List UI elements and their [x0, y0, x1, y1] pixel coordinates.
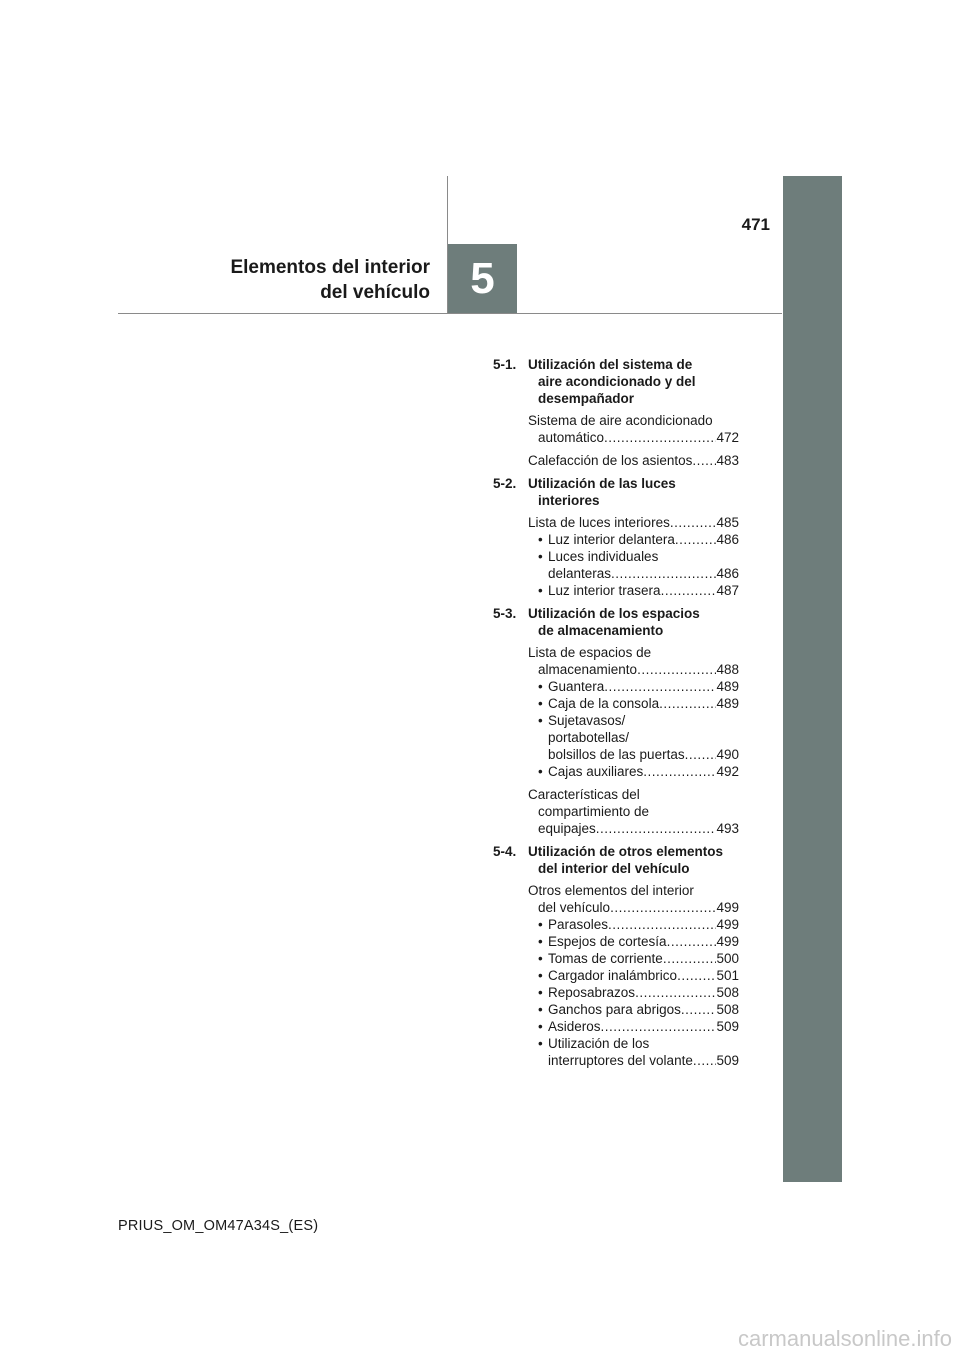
toc-subentry[interactable] [528, 984, 739, 1001]
watermark: carmanualsonline.info [737, 1326, 952, 1351]
toc-section [493, 605, 739, 837]
dot-leader [675, 531, 717, 548]
dot-leader [604, 429, 716, 446]
toc-entry[interactable] [528, 786, 739, 837]
toc-entry-text: Lista de luces interiores [528, 515, 670, 530]
page-reference[interactable]: 483 [716, 453, 739, 468]
toc-entry[interactable] [528, 644, 739, 780]
bullet-icon: • [538, 1002, 543, 1017]
toc-entry-line [528, 514, 739, 531]
bullet-icon: • [538, 713, 543, 728]
page-reference[interactable]: 490 [716, 747, 739, 762]
chapter-title-line-2: del vehículo [320, 282, 430, 303]
toc-entry[interactable] [528, 514, 739, 599]
dot-leader [611, 565, 716, 582]
page-reference[interactable]: 508 [716, 985, 739, 1000]
dot-leader [643, 763, 716, 780]
toc-entry-line [528, 452, 739, 469]
page-reference[interactable]: 499 [716, 900, 739, 915]
toc-entry-text: Calefacción de los asientos [528, 453, 693, 468]
dot-leader [692, 452, 716, 469]
toc-entry[interactable] [528, 882, 739, 1069]
toc-section [493, 356, 739, 469]
section-title [528, 356, 696, 407]
toc-subentry-text: Ganchos para abrigos [548, 1002, 681, 1017]
chapter-title-line-1: Elementos del interior [230, 257, 430, 278]
toc-entry-line [528, 899, 739, 916]
bullet-icon: • [538, 1036, 543, 1051]
header-horizontal-rule [118, 313, 782, 314]
section-number: 5-1. [493, 357, 517, 372]
toc-entry-line [528, 429, 739, 446]
toc-subentry-text: Luces individuales [548, 549, 659, 564]
toc-entry-line [528, 412, 739, 429]
toc-subentry[interactable] [528, 933, 739, 950]
toc-entry-text: Características del [528, 787, 640, 802]
toc-subentry-text: bolsillos de las puertas [548, 747, 685, 762]
bullet-icon: • [538, 968, 543, 983]
section-title-line: Utilización de otros elementos [528, 844, 724, 859]
section-title [528, 605, 700, 639]
chapter-number-box: 5 [448, 244, 517, 313]
toc-subentry-text: delanteras [548, 566, 612, 581]
toc-subentry[interactable] [528, 678, 739, 695]
page-reference[interactable]: 501 [716, 968, 739, 983]
toc-subentry[interactable] [528, 531, 739, 548]
table-of-contents [493, 356, 739, 1075]
toc-subentry[interactable] [528, 582, 739, 599]
bullet-icon: • [538, 696, 543, 711]
page-reference[interactable]: 492 [716, 764, 739, 779]
page-reference[interactable]: 499 [716, 934, 739, 949]
toc-subentry-text: interruptores del volante [548, 1053, 693, 1068]
page-reference[interactable]: 489 [716, 696, 739, 711]
page-reference[interactable]: 472 [716, 430, 739, 445]
dot-leader [685, 746, 717, 763]
dot-leader [659, 695, 716, 712]
toc-section [493, 475, 739, 599]
bullet-icon: • [538, 679, 543, 694]
toc-subentry[interactable] [528, 712, 739, 729]
dot-leader [596, 820, 717, 837]
page-reference[interactable]: 509 [716, 1053, 739, 1068]
document-code-footer: PRIUS_OM_OM47A34S_(ES) [118, 1218, 319, 1234]
page-reference[interactable]: 508 [716, 1002, 739, 1017]
toc-subentry[interactable] [528, 746, 739, 763]
section-heading [493, 605, 739, 639]
dot-leader [677, 967, 716, 984]
dot-leader [635, 984, 716, 1001]
page-reference[interactable]: 486 [716, 532, 739, 547]
toc-subentry-text: Asideros [548, 1019, 601, 1034]
dot-leader [608, 916, 716, 933]
toc-subentry[interactable] [528, 967, 739, 984]
bullet-icon: • [538, 1019, 543, 1034]
bullet-icon: • [538, 764, 543, 779]
toc-entry[interactable] [528, 452, 739, 469]
toc-entry-line [528, 820, 739, 837]
section-number: 5-2. [493, 476, 517, 491]
toc-subentry[interactable] [528, 916, 739, 933]
bullet-icon: • [538, 917, 543, 932]
page-reference[interactable]: 485 [716, 515, 739, 530]
toc-subentry-text: Espejos de cortesía [548, 934, 667, 949]
bullet-icon: • [538, 583, 543, 598]
toc-entry-text: Otros elementos del interior [528, 883, 694, 898]
page-reference[interactable]: 499 [716, 917, 739, 932]
toc-entry-text: equipajes [538, 821, 596, 836]
toc-subentry[interactable] [528, 729, 739, 746]
toc-subentry-text: Caja de la consola [548, 696, 660, 711]
section-title-line: Utilización de los espacios [528, 606, 700, 621]
toc-subentry-text: portabotellas/ [548, 730, 630, 745]
dot-leader [681, 1001, 717, 1018]
toc-entry-line [528, 786, 739, 803]
toc-section [493, 843, 739, 1069]
toc-subentry-text: Cajas auxiliares [548, 764, 644, 779]
chapter-side-tab [783, 176, 842, 1182]
toc-subentry[interactable] [528, 763, 739, 780]
toc-subentry[interactable] [528, 1052, 739, 1069]
page-number: 471 [741, 215, 770, 234]
toc-entry-text: compartimiento de [538, 804, 650, 819]
chapter-title [230, 255, 430, 305]
dot-leader [604, 678, 716, 695]
toc-entry-text: almacenamiento [538, 662, 638, 677]
toc-subentry[interactable] [528, 1001, 739, 1018]
toc-subentry-text: Luz interior trasera [548, 583, 661, 598]
bullet-icon: • [538, 985, 543, 1000]
section-number: 5-3. [493, 606, 517, 621]
section-heading [493, 356, 739, 407]
toc-entry-text: Sistema de aire acondicionado [528, 413, 713, 428]
section-title-line: del interior del vehículo [538, 861, 690, 876]
bullet-icon: • [538, 934, 543, 949]
section-title-line: aire acondicionado y del [538, 374, 696, 389]
section-title-line: de almacenamiento [538, 623, 664, 638]
dot-leader [661, 582, 717, 599]
dot-leader [693, 1052, 717, 1069]
dot-leader [610, 899, 716, 916]
toc-subentry[interactable] [528, 565, 739, 582]
toc-subentry-text: Tomas de corriente [548, 951, 663, 966]
page-reference[interactable]: 489 [716, 679, 739, 694]
toc-subentry-text: Sujetavasos/ [548, 713, 626, 728]
toc-subentry[interactable] [528, 1035, 739, 1052]
section-title-line: Utilización de las luces [528, 476, 676, 491]
section-title-line: desempañador [538, 391, 635, 406]
toc-subentry-text: Luz interior delantera [548, 532, 675, 547]
bullet-icon: • [538, 549, 543, 564]
section-title-line: Utilización del sistema de [528, 357, 693, 372]
toc-subentry[interactable] [528, 950, 739, 967]
bullet-icon: • [538, 532, 543, 547]
page-reference[interactable]: 493 [716, 821, 739, 836]
section-number: 5-4. [493, 844, 517, 859]
dot-leader [670, 514, 717, 531]
toc-subentry-text: Cargador inalámbrico [548, 968, 678, 983]
toc-subentry[interactable] [528, 1018, 739, 1035]
dot-leader [663, 950, 717, 967]
section-heading [493, 843, 739, 877]
section-heading [493, 475, 739, 509]
section-title [528, 475, 676, 509]
toc-entry-text: automático [538, 430, 605, 445]
bullet-icon: • [538, 951, 543, 966]
toc-subentry[interactable] [528, 548, 739, 565]
toc-entry-line [528, 803, 739, 820]
page-reference[interactable]: 487 [716, 583, 739, 598]
toc-subentry-text: Utilización de los [548, 1036, 650, 1051]
toc-entry-line [528, 661, 739, 678]
toc-entry-line [528, 644, 739, 661]
dot-leader [601, 1018, 717, 1035]
toc-subentry-text: Guantera [548, 679, 605, 694]
dot-leader [667, 933, 717, 950]
section-title-line: interiores [538, 493, 600, 508]
toc-entry[interactable] [528, 412, 739, 446]
toc-entry-line [528, 882, 739, 899]
toc-entry-text: Lista de espacios de [528, 645, 652, 660]
toc-subentry-text: Parasoles [548, 917, 609, 932]
page-reference[interactable]: 500 [716, 951, 739, 966]
toc-entry-text: del vehículo [538, 900, 611, 915]
page-reference[interactable]: 488 [716, 662, 739, 677]
section-title [528, 843, 723, 877]
page-reference[interactable]: 509 [716, 1019, 739, 1034]
page-reference[interactable]: 486 [716, 566, 739, 581]
toc-subentry-text: Reposabrazos [548, 985, 636, 1000]
dot-leader [637, 661, 716, 678]
toc-subentry[interactable] [528, 695, 739, 712]
